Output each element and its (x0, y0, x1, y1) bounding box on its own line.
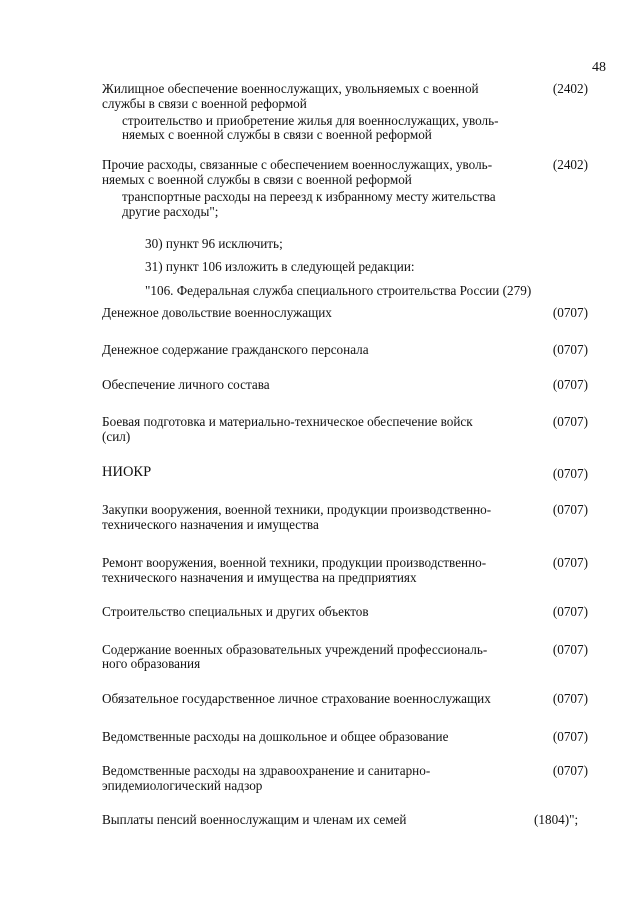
section1-line1: Жилищное обеспечение военнослужащих, увольняемых с военной (102, 81, 479, 96)
row-line: Выплаты пенсий военнослужащим и членам их семей (102, 812, 407, 827)
section1-sub1: строительство и приобретение жилья для военнослужащих, уволь- (122, 113, 499, 128)
section2-code: (2402) (552, 157, 588, 172)
amendment-heading: "106. Федеральная служба специального строительства России (279) (145, 283, 532, 298)
row-line: Денежное довольствие военнослужащих (102, 305, 332, 320)
row-line: ного образования (102, 656, 201, 671)
row-code: (0707) (552, 604, 588, 619)
row-code: (0707) (552, 414, 588, 429)
row-line: Ведомственные расходы на здравоохранение и санитарно- (102, 763, 431, 778)
row-code: (0707) (552, 691, 588, 706)
section2-sub1: транспортные расходы на переезд к избранному месту жительства (122, 189, 496, 204)
section1-line2: службы в связи с военной реформой (102, 96, 307, 111)
row-code: (0707) (552, 305, 588, 320)
row-code: (0707) (552, 555, 588, 570)
section2-line1: Прочие расходы, связанные с обеспечением военнослужащих, уволь- (102, 157, 493, 172)
row-line: Обязательное государственное личное страхование военнослужащих (102, 691, 491, 706)
section2-sub2: другие расходы"; (122, 204, 219, 219)
row-line: эпидемиологический надзор (102, 778, 263, 793)
section1-code: (2402) (552, 81, 588, 96)
row-line: Обеспечение личного состава (102, 377, 270, 392)
row-line: (сил) (102, 429, 131, 444)
row-line: технического назначения и имущества на предприятиях (102, 570, 417, 585)
row-code-last: (1804)"; (534, 812, 579, 827)
section1-sub2: няемых с военной службы в связи с военной реформой (122, 127, 432, 142)
section2-line2: няемых с военной службы в связи с военной реформой (102, 172, 412, 187)
row-line: Ремонт вооружения, военной техники, продукции производственно- (102, 555, 487, 570)
row-code: (0707) (552, 342, 588, 357)
row-code: (0707) (552, 466, 588, 481)
row-line: Боевая подготовка и материально-техническое обеспечение войск (102, 414, 473, 429)
row-line: Денежное содержание гражданского персонала (102, 342, 369, 357)
row-code: (0707) (552, 502, 588, 517)
row-line: Закупки вооружения, военной техники, продукции производственно- (102, 502, 492, 517)
row-code: (0707) (552, 763, 588, 778)
row-code: (0707) (552, 729, 588, 744)
row-line: Строительство специальных и других объектов (102, 604, 369, 619)
page-number: 48 (592, 60, 606, 75)
row-line: технического назначения и имущества (102, 517, 319, 532)
row-line-niokr: НИОКР (102, 464, 152, 480)
row-code: (0707) (552, 377, 588, 392)
row-line: Ведомственные расходы на дошкольное и общее образование (102, 729, 449, 744)
row-code: (0707) (552, 642, 588, 657)
amendment-item-31: 31) пункт 106 изложить в следующей редакции: (145, 259, 415, 274)
amendment-item-30: 30) пункт 96 исключить; (145, 236, 283, 251)
row-line: Содержание военных образовательных учреждений профессиональ- (102, 642, 488, 657)
